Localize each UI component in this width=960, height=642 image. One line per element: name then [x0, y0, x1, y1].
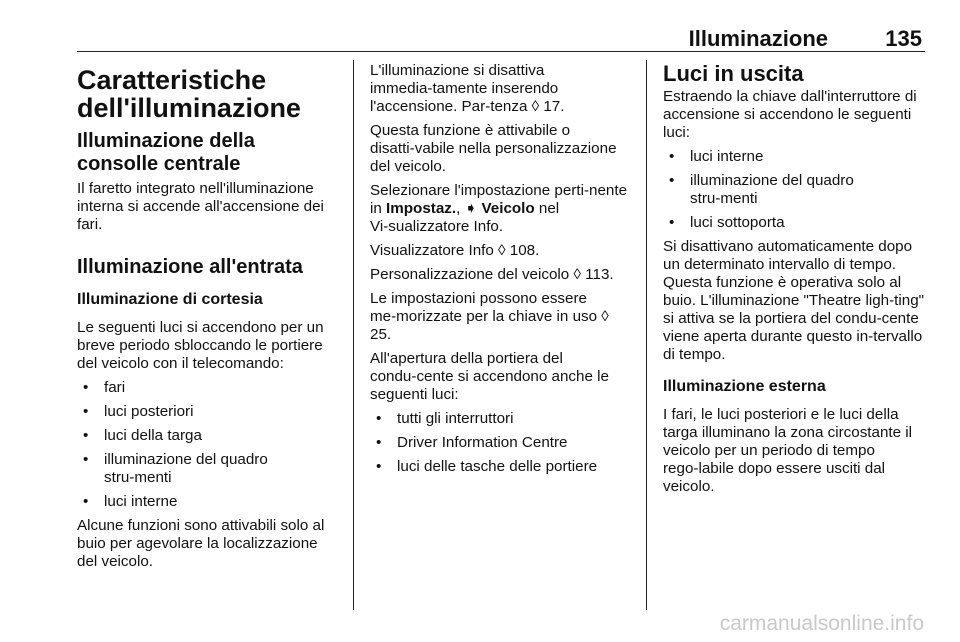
paragraph: All'apertura della portiera del condu‑cente si accendono anche le seguenti luci:	[370, 350, 609, 403]
watermark: carmanualsonline.info	[719, 612, 924, 635]
subheading-exterior: Illuminazione esterna	[663, 378, 826, 395]
header-rule	[77, 51, 925, 52]
paragraph: Personalizzazione del veicolo ◊ 113.	[370, 266, 614, 283]
list-item: • Driver Information Centre	[370, 434, 632, 452]
list-item: • luci posteriori	[77, 403, 339, 421]
paragraph: I fari, le luci posteriori e le luci della targa illuminano la zona circostante il veicolo per un periodo di tempo rego‑labile dopo essere usciti dal veicolo.	[663, 406, 913, 495]
paragraph: Alcune funzioni sono attivabili solo al buio per agevolare la localizzazione del veicolo.	[77, 517, 325, 570]
paragraph: Visualizzatore Info ◊ 108.	[370, 242, 540, 259]
paragraph: Il faretto integrato nell'illuminazione interna si accende all'accensione dei fari.	[77, 180, 324, 233]
column-2	[370, 62, 632, 482]
text: nel Vi‑sualizzatore Info.	[370, 200, 560, 235]
bullet-list	[77, 379, 339, 511]
subsection-title-console: Illuminazione della consolle centrale	[77, 130, 255, 175]
list-item: • luci delle tasche delle portiere	[370, 458, 632, 476]
running-header-title: Illuminazione	[688, 26, 828, 51]
list-item: • fari	[77, 379, 339, 397]
list-item: • luci interne	[77, 493, 339, 511]
column-divider-2	[646, 60, 647, 610]
bullet-list	[663, 148, 925, 232]
paragraph: Le seguenti luci si accendono per un breve periodo sbloccando le portiere del veicolo con il telecomando:	[77, 319, 324, 372]
paragraph: Questa funzione è attivabile o disatti‑vabile nella personalizzazione del veicolo.	[370, 122, 617, 175]
subsection-title-entry: Illuminazione all'entrata	[77, 256, 303, 278]
paragraph: Estraendo la chiave dall'interruttore di accensione si accendono le seguenti luci:	[663, 88, 917, 141]
menu-separator-arrow-icon: , ➧	[456, 200, 482, 217]
menu-path-settings: Impostaz.	[386, 200, 457, 217]
page-number: 135	[885, 26, 922, 51]
list-item: • luci interne	[663, 148, 925, 166]
column-3	[663, 62, 925, 502]
list-item: • luci della targa	[77, 427, 339, 445]
bullet-list	[370, 410, 632, 476]
paragraph: Si disattivano automaticamente dopo un determinato intervallo di tempo. Questa funzione è operativa solo al buio. L'illuminazione "Theatre ligh‑ting" si attiva se la portiera del condu‑cente viene aperta durante questo in‑tervallo di tempo.	[663, 238, 925, 363]
list-item: • luci sottoporta	[663, 214, 925, 232]
paragraph	[370, 182, 632, 236]
list-item: • illuminazione del quadro stru‑menti	[663, 172, 925, 208]
menu-path-vehicle: Veicolo	[481, 200, 535, 217]
column-1	[77, 62, 339, 577]
section-title-exit-lights: Luci in uscita	[663, 61, 804, 86]
list-item: • illuminazione del quadro stru‑menti	[77, 451, 339, 487]
paragraph: Le impostazioni possono essere me‑morizzate per la chiave in uso ◊ 25.	[370, 290, 609, 343]
paragraph: L'illuminazione si disattiva immedia‑tamente inserendo l'accensione. Par‑tenza ◊ 17.	[370, 62, 565, 115]
column-divider-1	[353, 60, 354, 610]
list-item: • tutti gli interruttori	[370, 410, 632, 428]
text: Selezionare l'impostazione perti‑nente in	[370, 182, 628, 217]
subheading-courtesy: Illuminazione di cortesia	[77, 291, 263, 308]
section-title: Caratteristiche dell'illuminazione	[77, 65, 301, 123]
